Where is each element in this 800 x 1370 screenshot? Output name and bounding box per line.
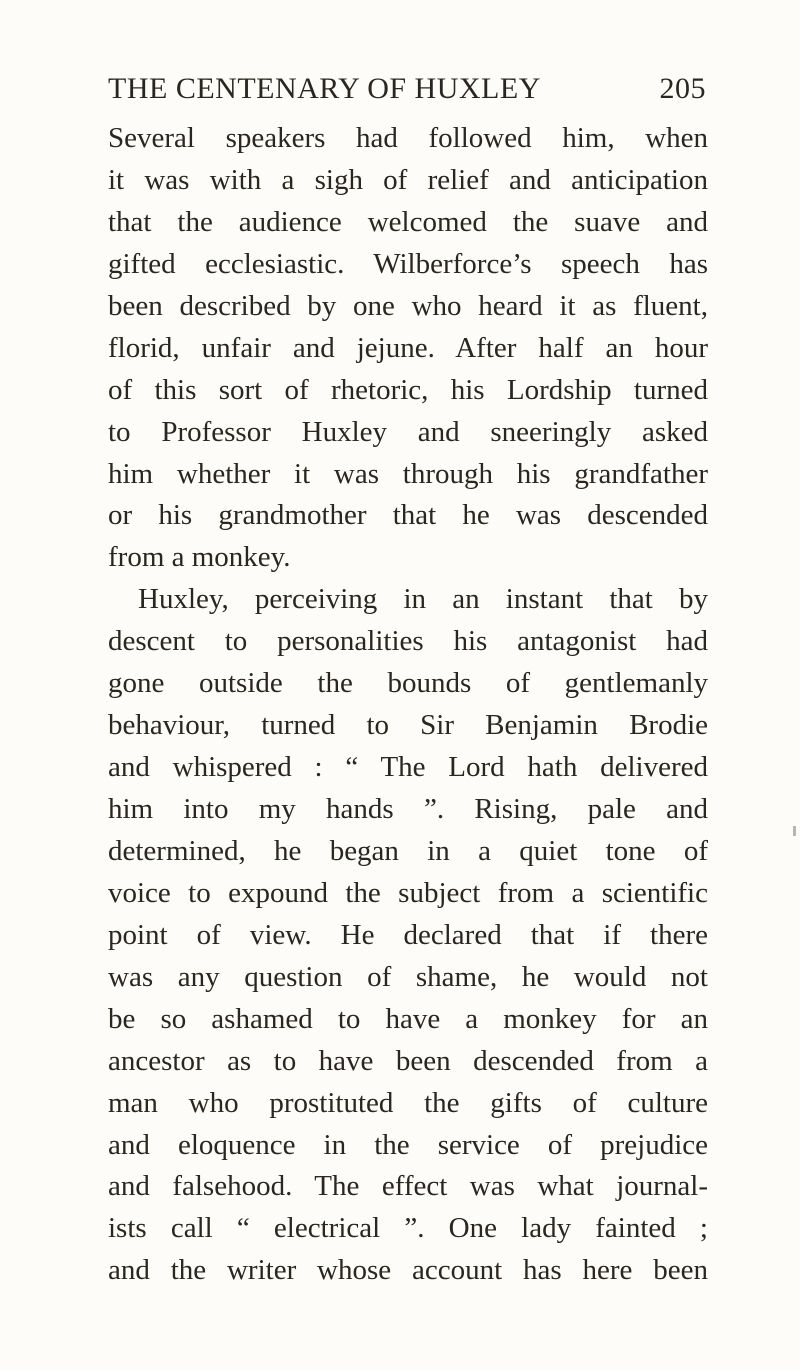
text-line: him into my hands ”. Rising, pale and (108, 793, 708, 825)
page-edge-mark (793, 826, 796, 836)
text-line: from a monkey. (108, 541, 291, 574)
text-line: behaviour, turned to Sir Benjamin Brodie (108, 709, 708, 742)
text-line: and the writer whose account has here been (108, 1254, 708, 1287)
text-line: that the audience welcomed the suave and (108, 205, 708, 238)
text-line: florid, unfair and jejune. After half an hour (108, 331, 708, 364)
text-line: descent to personalities his antagonist had (108, 625, 708, 658)
text-line: and falsehood. The effect was what journal- (108, 1170, 708, 1203)
text-line: voice to expound the subject from a scientific (108, 876, 708, 909)
text-line: Several speakers had followed him, when (108, 122, 708, 154)
text-line: gone outside the bounds of gentlemanly (108, 667, 708, 700)
text-line: it was with a sigh of relief and anticipation (108, 163, 708, 196)
text-line: was any question of shame, he would not (108, 960, 708, 993)
text-line: of this sort of rhetoric, his Lordship turned (108, 373, 708, 406)
text-line: and whispered : “ The Lord hath delivered (108, 751, 708, 784)
text-line: or his grandmother that he was descended (108, 499, 708, 532)
text-line: point of view. He declared that if there (108, 918, 708, 951)
running-header (108, 72, 706, 112)
text-line: ancestor as to have been descended from a (108, 1044, 708, 1077)
body-text (108, 118, 708, 1292)
text-line: to Professor Huxley and sneeringly asked (108, 415, 708, 448)
text-line: Huxley, perceiving in an instant that by (138, 583, 708, 616)
text-line: ists call “ electrical ”. One lady fainted ; (108, 1212, 708, 1245)
text-line: determined, he began in a quiet tone of (108, 834, 708, 867)
text-line: be so ashamed to have a monkey for an (108, 1002, 708, 1035)
text-line: been described by one who heard it as fluent, (108, 289, 708, 322)
running-title: THE CENTENARY OF HUXLEY (108, 72, 541, 105)
text-line: him whether it was through his grandfather (108, 457, 708, 490)
text-line: gifted ecclesiastic. Wilberforce’s speech has (108, 247, 708, 280)
text-line: and eloquence in the service of prejudice (108, 1128, 708, 1161)
page-number: 205 (659, 72, 706, 105)
text-line: man who prostituted the gifts of culture (108, 1086, 708, 1119)
